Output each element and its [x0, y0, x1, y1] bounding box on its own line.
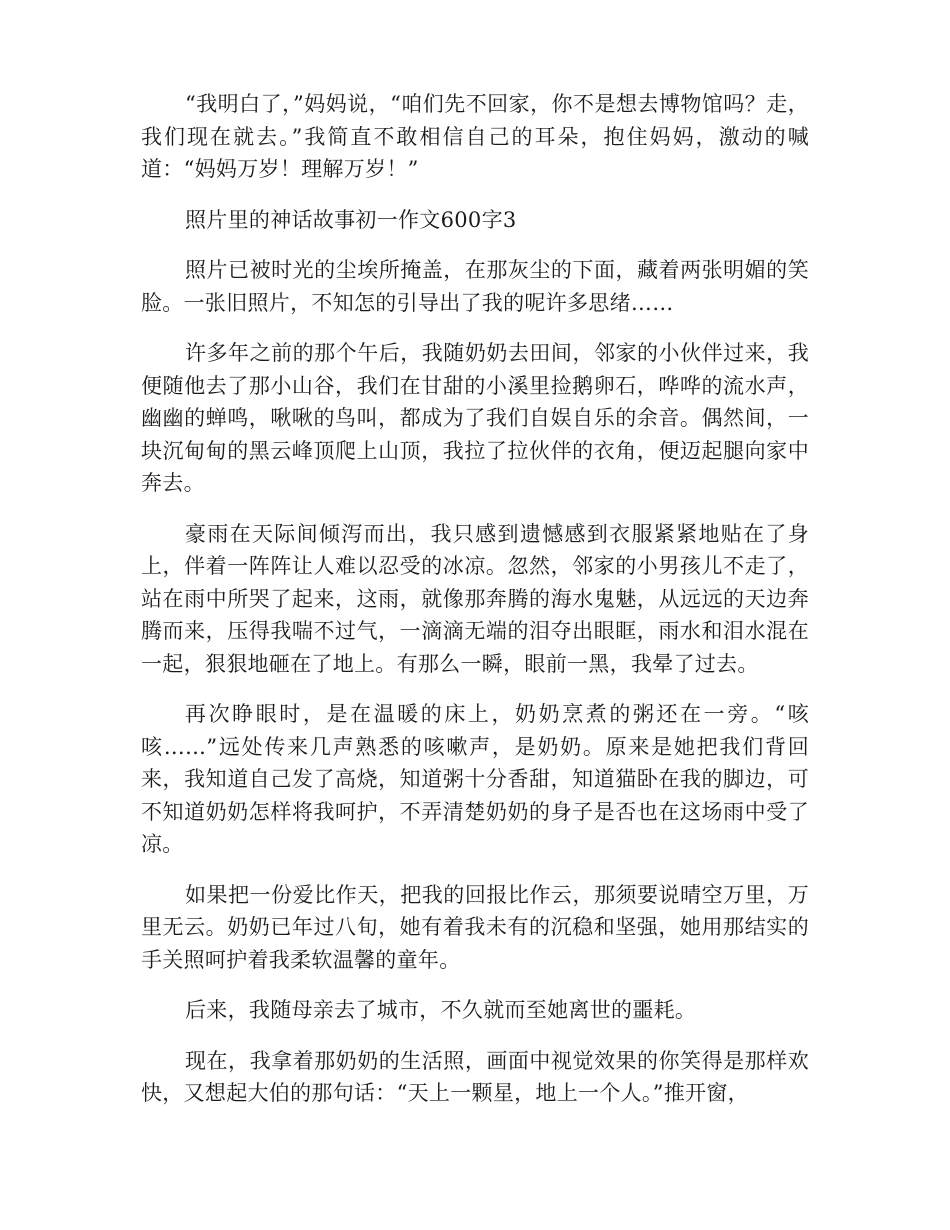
paragraph-now: 现在，我拿着那奶奶的生活照，画面中视觉效果的你笑得是那样欢快，又想起大伯的那句话：“天上一颗星，地上一个人。”推开窗， [141, 1048, 809, 1105]
paragraph-intro: 照片已被时光的尘埃所掩盖，在那灰尘的下面，藏着两张明媚的笑脸。一张旧照片，不知怎的引导出了我的呢许多思绪…… [141, 258, 809, 315]
paragraph-dialogue: “我明白了，”妈妈说，“咱们先不回家，你不是想去博物馆吗？走，我们现在就去。”我简直不敢相信自己的耳朵，抱住妈妈，激动的喊道：“妈妈万岁！理解万岁！” [141, 92, 809, 181]
paragraph-love: 如果把一份爱比作天，把我的回报比作云，那须要说晴空万里，万里无云。奶奶已年过八旬，她有着我未有的沉稳和坚强，她用那结实的手关照呵护着我柔软温馨的童年。 [141, 882, 809, 972]
paragraph-rain: 豪雨在天际间倾泻而出，我只感到遗憾感到衣服紧紧地贴在了身上，伴着一阵阵让人难以忍受的冰凉。忽然，邻家的小男孩儿不走了，站在雨中所哭了起来，这雨，就像那奔腾的海水鬼魅，从远远的天边奔腾而来，压得我喘不过气，一滴滴无端的泪夺出眼眶，雨水和泪水混在一起，狠狠地砸在了地上。有那么一瞬，眼前一黑，我晕了过去。 [141, 521, 809, 676]
document-page [141, 88, 809, 1128]
paragraph-later: 后来，我随母亲去了城市，不久就而至她离世的噩耗。 [185, 998, 697, 1022]
paragraph-afternoon: 许多年之前的那个午后，我随奶奶去田间，邻家的小伙伴过来，我便随他去了那小山谷，我们在甘甜的小溪里捡鹅卵石，哗哗的流水声，幽幽的蝉鸣，啾啾的鸟叫，都成为了我们自娱自乐的余音。偶然间，一块沉甸甸的黑云峰顶爬上山顶，我拉了拉伙伴的衣角，便迈起腿向家中奔去。 [141, 341, 809, 495]
essay-title: 照片里的神话故事初一作文600字3 [185, 207, 517, 232]
paragraph-awake: 再次睁眼时，是在温暖的床上，奶奶烹煮的粥还在一旁。“咳咳……”远处传来几声熟悉的咳嗽声，是奶奶。原来是她把我们背回来，我知道自己发了高烧，知道粥十分香甜，知道猫卧在我的脚边，可不知道奶奶怎样将我呵护，不弄清楚奶奶的身子是否也在这场雨中受了凉。 [141, 702, 809, 856]
